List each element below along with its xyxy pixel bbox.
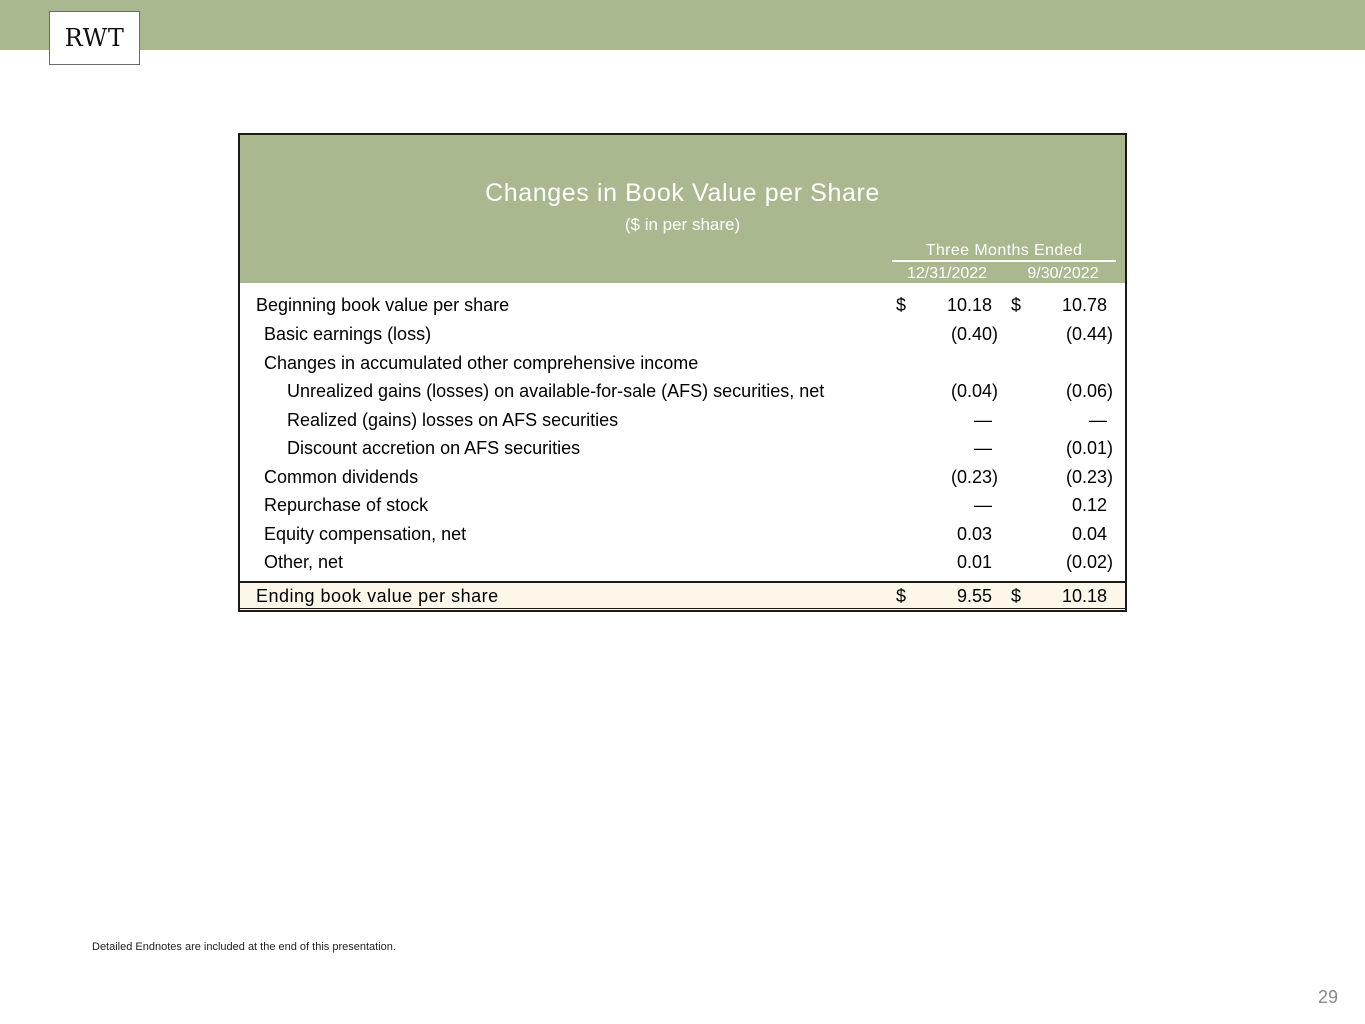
page-number: 29 (1317, 987, 1338, 1007)
table-row (240, 520, 1125, 548)
value-9-30-2022: 10.18 (1061, 586, 1107, 606)
column-header-12-31-2022: 12/31/2022 (906, 265, 988, 282)
table-row (240, 463, 1125, 491)
value-12-31-2022: 0.01 (956, 552, 992, 572)
row-label: Changes in accumulated other comprehensive income (264, 353, 699, 373)
value-12-31-2022: — (974, 438, 992, 458)
ending-total-row (240, 581, 1125, 610)
double-underline-divider (240, 608, 1125, 609)
value-9-30-2022: (0.23) (1065, 467, 1113, 487)
row-label: Realized (gains) losses on AFS securities (287, 410, 619, 430)
value-9-30-2022: 0.04 (1071, 524, 1107, 544)
table-title: Changes in Book Value per Share (485, 179, 880, 207)
table-row (240, 406, 1125, 434)
value-12-31-2022: — (974, 410, 992, 430)
table-subtitle: ($ in per share) (624, 215, 741, 234)
company-logo (49, 11, 140, 65)
period-header: Three Months Ended (892, 242, 1116, 262)
currency-symbol: $ (896, 586, 907, 606)
value-12-31-2022: 0.03 (956, 524, 992, 544)
value-9-30-2022: 10.78 (1061, 295, 1107, 315)
book-value-table (238, 133, 1127, 612)
value-9-30-2022: (0.01) (1065, 438, 1113, 458)
value-12-31-2022: 10.18 (946, 295, 992, 315)
table-header (240, 135, 1125, 283)
row-label: Basic earnings (loss) (264, 324, 432, 344)
table-row (240, 291, 1125, 319)
value-12-31-2022: 9.55 (956, 586, 992, 606)
table-row (240, 548, 1125, 576)
value-9-30-2022: (0.44) (1065, 324, 1113, 344)
row-label: Repurchase of stock (264, 495, 429, 515)
currency-symbol: $ (1011, 295, 1022, 315)
value-9-30-2022: (0.02) (1065, 552, 1113, 572)
footnote: Detailed Endnotes are included at the end of this presentation. (92, 941, 396, 953)
table-row (240, 320, 1125, 348)
table-row (240, 349, 1125, 377)
value-9-30-2022: 0.12 (1071, 495, 1107, 515)
table-row (240, 377, 1125, 405)
value-9-30-2022: — (1089, 410, 1107, 430)
column-header-9-30-2022: 9/30/2022 (1027, 265, 1099, 282)
value-12-31-2022: (0.23) (950, 467, 998, 487)
row-label: Other, net (264, 552, 344, 572)
table-row (240, 491, 1125, 519)
currency-symbol: $ (1011, 586, 1022, 606)
row-label: Common dividends (264, 467, 419, 487)
value-9-30-2022: (0.06) (1065, 381, 1113, 401)
row-label: Ending book value per share (256, 586, 499, 606)
row-label: Beginning book value per share (256, 295, 510, 315)
value-12-31-2022: — (974, 495, 992, 515)
currency-symbol: $ (896, 295, 907, 315)
header-bar (0, 0, 1365, 50)
row-label: Equity compensation, net (264, 524, 467, 544)
value-12-31-2022: (0.40) (950, 324, 998, 344)
row-label: Unrealized gains (losses) on available-for-sale (AFS) securities, net (287, 381, 825, 401)
logo-text: RWT (64, 24, 125, 52)
value-12-31-2022: (0.04) (950, 381, 998, 401)
table-row (240, 434, 1125, 462)
row-label: Discount accretion on AFS securities (287, 438, 581, 458)
